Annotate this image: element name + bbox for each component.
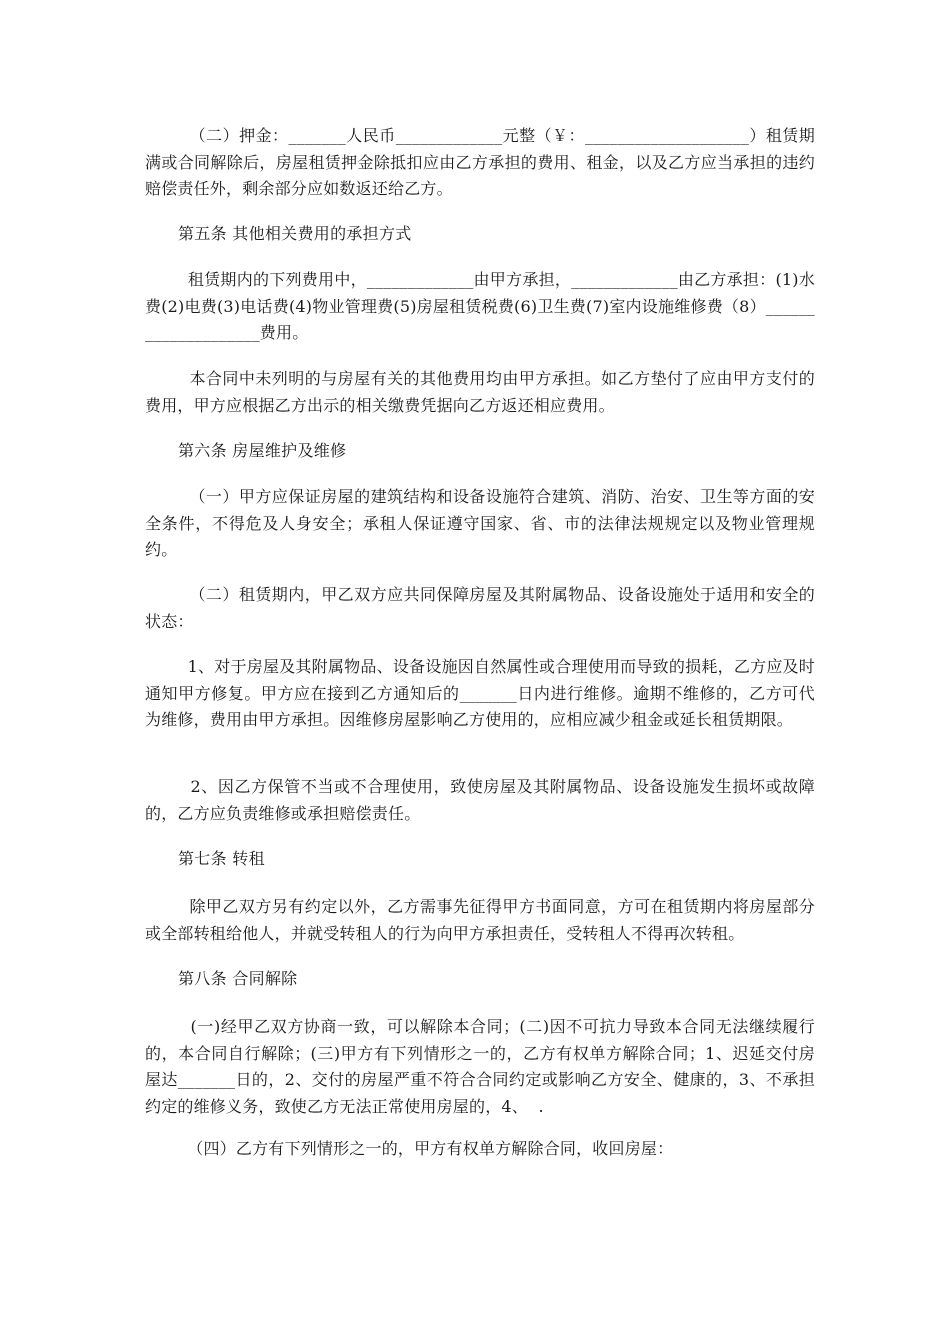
paragraph-maintenance-2: （二）租赁期内，甲乙双方应共同保障房屋及其附属物品、设备设施处于适用和安全的状态： bbox=[145, 585, 815, 631]
paragraph-maintenance-1: （一）甲方应保证房屋的建筑结构和设备设施符合建筑、消防、治安、卫生等方面的安全条件，不得危及人身安全；承租人保证遵守国家、省、市的法律法规规定以及物业管理规约。 bbox=[145, 487, 815, 559]
heading-article-5: 第五条 其他相关费用的承担方式 bbox=[178, 224, 412, 243]
paragraph-termination: (一)经甲乙双方协商一致，可以解除本合同；(二)因不可抗力导致本合同无法继续履行的，本合同自行解除；(三)甲方有下列情形之一的，乙方有权单方解除合同；1、迟延交付房屋达_______日的，2、交付的房屋严重不符合合同约定或影响乙方安全、健康的，3、不承担约定的维修义务，致使乙方无法正常使用房屋的，4、 . bbox=[145, 1017, 815, 1116]
paragraph-sublease: 除甲乙双方另有约定以外，乙方需事先征得甲方书面同意，方可在租赁期内将房屋部分或全部转租给他人，并就受转租人的行为向甲方承担责任，受转租人不得再次转租。 bbox=[145, 897, 815, 943]
heading-article-7: 第七条 转租 bbox=[178, 849, 265, 868]
paragraph-termination-4: （四）乙方有下列情形之一的，甲方有权单方解除合同，收回房屋： bbox=[145, 1139, 674, 1158]
paragraph-maintenance-item-2: 2、因乙方保管不当或不合理使用，致使房屋及其附属物品、设备设施发生损坏或故障的，乙方应负责维修或承担赔偿责任。 bbox=[145, 777, 816, 823]
paragraph-deposit: （二）押金：_______人民币_____________元整（￥：____________________）租赁期满或合同解除后，房屋租赁押金除抵扣应由乙方承担的费用、租金，以及乙方应当承担的违约赔偿责任外，剩余部分应如数返还给乙方。 bbox=[145, 126, 815, 198]
paragraph-fees-allocation: 租赁期内的下列费用中，_____________由甲方承担，_____________由乙方承担：(1)水费(2)电费(3)电话费(4)物业管理费(5)房屋租赁税费(6)卫生费(7)室内设施维修费（8）____________________费用。 bbox=[145, 270, 816, 342]
heading-article-6: 第六条 房屋维护及维修 bbox=[178, 441, 347, 460]
paragraph-maintenance-item-1: 1、对于房屋及其附属物品、设备设施因自然属性或合理使用而导致的损耗，乙方应及时通知甲方修复。甲方应在接到乙方通知后的_______日内进行维修。逾期不维修的，乙方可代为维修，费用由甲方承担。因维修房屋影响乙方使用的，应相应减少租金或延长租赁期限。 bbox=[145, 657, 815, 729]
heading-article-8: 第八条 合同解除 bbox=[178, 969, 298, 988]
paragraph-other-fees: 本合同中未列明的与房屋有关的其他费用均由甲方承担。如乙方垫付了应由甲方支付的费用，甲方应根据乙方出示的相关缴费凭据向乙方返还相应费用。 bbox=[145, 369, 815, 415]
